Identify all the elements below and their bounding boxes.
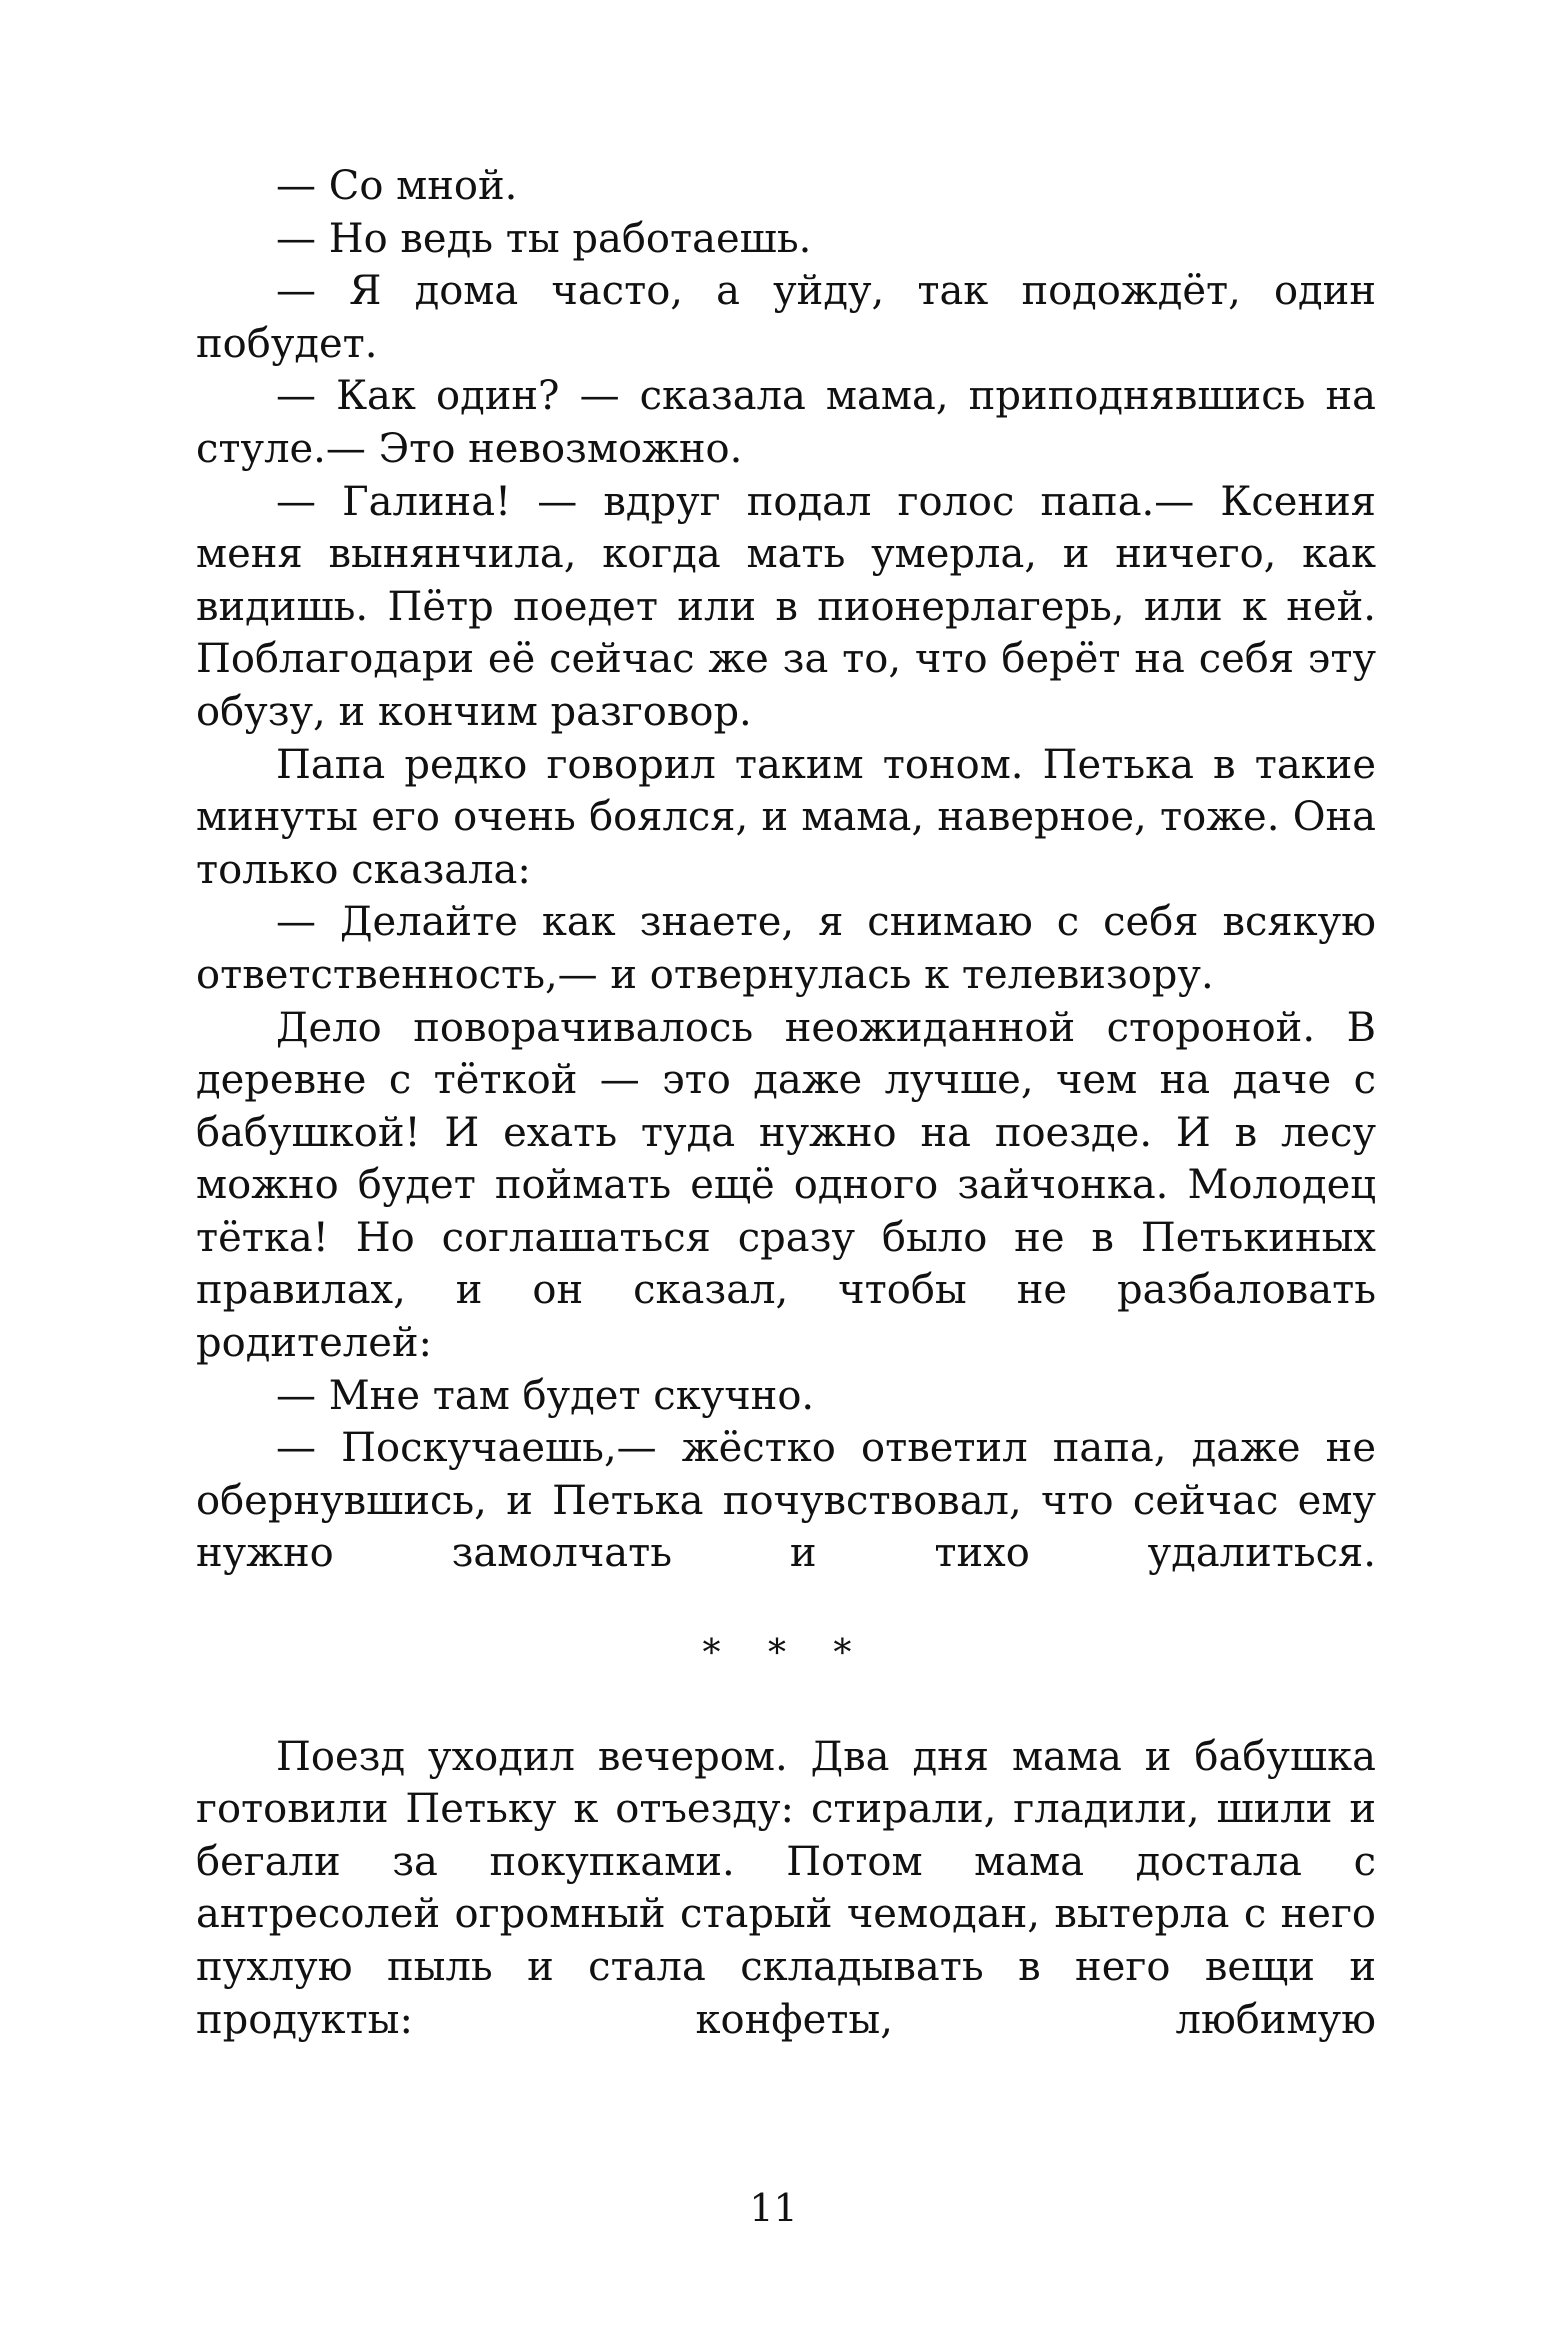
paragraph-dialogue-7: — Мне там будет скучно. (276, 1372, 815, 1419)
paragraph-narration-2: Дело поворачивалось неожиданной стороной. В деревне с тёткой — это даже лучше, чем на даче с бабушкой! И ехать туда нужно на поезде. И в лесу можно будет поймать ещё одного зайчонка. Молодец тётка! Но соглашаться сразу было не в Петькиных правилах, и он сказал, чтобы не разбаловать родителей: (196, 1004, 1376, 1367)
page-number: 11 (749, 2186, 798, 2230)
paragraph-dialogue-3: — Я дома часто, а уйду, так подождёт, один побудет. (196, 268, 1376, 367)
section-separator: * * * (702, 1633, 870, 1675)
paragraph-narration-3: Поезд уходил вечером. Два дня мама и бабушка готовили Петьку к отъезду: стирали, гладили, шили и бегали за покупками. Потом мама достала с антресолей огромный старый чемодан, вытерла с него пухлую пыль и стала складывать в него вещи и продукты: конфеты, любимую (196, 1733, 1376, 2043)
page-text (196, 160, 1376, 2046)
paragraph-dialogue-1: — Со мной. (276, 163, 518, 209)
paragraph-dialogue-5: — Галина! — вдруг подал голос папа.— Ксения меня вынянчила, когда мать умерла, и ничего, как видишь. Пётр поедет или в пионерлагерь, или к ней. Поблагодари её сейчас же за то, что берёт на себя эту обузу, и кончим разговор. (196, 478, 1376, 735)
paragraph-narration-1: Папа редко говорил таким тоном. Петька в такие минуты его очень боялся, и мама, наверное, тоже. Она только сказала: (196, 741, 1376, 893)
paragraph-dialogue-2: — Но ведь ты работаешь. (276, 215, 812, 262)
paragraph-dialogue-6: — Делайте как знаете, я снимаю с себя всякую ответственность,— и отвернулась к телевизору. (196, 899, 1376, 998)
paragraph-dialogue-4: — Как один? — сказала мама, приподнявшись на стуле.— Это невозможно. (196, 373, 1376, 472)
paragraph-dialogue-8: — Поскучаешь,— жёстко ответил папа, даже не обернувшись, и Петька почувствовал, что сейчас ему нужно замолчать и тихо удалиться. (196, 1425, 1376, 1577)
